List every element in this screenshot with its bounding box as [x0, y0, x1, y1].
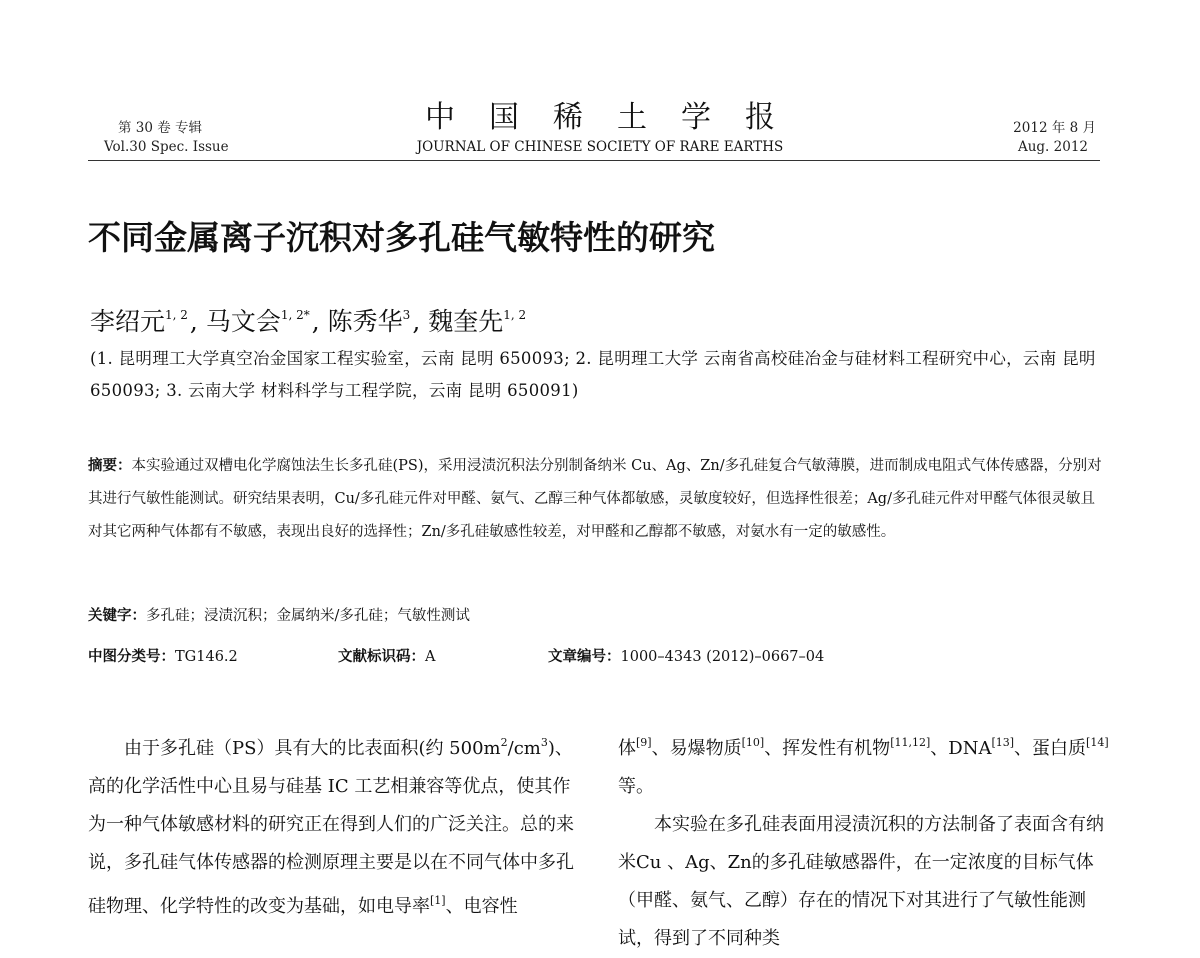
author-affiliation-mark: 1, 2 [503, 308, 527, 322]
citation-ref: [13] [991, 736, 1015, 749]
body-text: 、电容性 [445, 896, 518, 917]
article-title: 不同金属离子沉积对多孔硅气敏特性的研究 [88, 218, 715, 257]
keywords-text: 多孔硅；浸渍沉积；金属纳米/多孔硅；气敏性测试 [146, 608, 470, 624]
body-text: 、易爆物质 [651, 738, 742, 759]
body-text: 由于多孔硅（PS）具有大的比表面积(约 500m [124, 738, 501, 759]
superscript: 3 [540, 736, 548, 749]
body-text: 、蛋白质 [1014, 738, 1087, 759]
citation-ref: [10] [741, 736, 765, 749]
author-name: 马文会 [205, 307, 281, 336]
author-separator: , [412, 307, 421, 336]
clc-label: 中图分类号： [88, 649, 175, 665]
article-number [548, 645, 824, 666]
abstract-text: 本实验通过双槽电化学腐蚀法生长多孔硅(PS)，采用浸渍沉积法分别制备纳米 Cu、Ag、Zn/多孔硅复合气敏薄膜，进而制成电阻式气体传感器，分别对其进行气敏性能测试。研究结果表明，Cu/多孔硅元件对甲醛、氨气、乙醇三种气体都敏感，灵敏度较好，但选择性很差；Ag/多孔硅元件对甲醛气体很灵敏且对其它两种气体都有不敏感，表现出良好的选择性；Zn/多孔硅敏感性较差，对甲醛和乙醇都不敏感，对氨水有一定的敏感性。 [88, 458, 1102, 540]
body-paragraph [88, 724, 582, 926]
clc-number [88, 645, 238, 666]
doc-code-label: 文献标识码： [338, 649, 425, 665]
volume-en: Vol.30 Spec. Issue [104, 139, 229, 155]
body-text: )、高的化学活性中心且易与硅基 IC 工艺相兼容等优点，使其作为一种气体敏感材料的研究正在得到人们的广泛关注。总的来说，多孔硅气体传感器的检测原理主要是以在不同气体中多孔硅物理、化学特性的改变为基础，如电导率 [88, 738, 574, 917]
header-rule [88, 160, 1100, 161]
doc-code-value: A [425, 649, 436, 665]
body-column-left [88, 724, 582, 926]
author-name: 魏奎先 [428, 307, 504, 336]
author-separator: , [311, 307, 320, 336]
body-paragraph: 本实验在多孔硅表面用浸渍沉积的方法制备了表面含有纳米Cu 、Ag、Zn的多孔硅敏感器件，在一定浓度的目标气体（甲醛、氨气、乙醇）存在的情况下对其进行了气敏性能测试，得到了不同种类 [618, 814, 1104, 949]
author-affiliation-mark: 3 [402, 308, 411, 322]
volume-cn: 第 30 卷 专辑 [118, 120, 203, 136]
body-text: 等。 [618, 776, 654, 797]
superscript: 2 [500, 736, 508, 749]
author-name: 李绍元 [90, 307, 166, 336]
issue-date-cn: 2012 年 8 月 [1013, 120, 1096, 136]
abstract [88, 450, 1108, 549]
author-affiliation-mark: 1, 2 [165, 308, 188, 322]
author-name: 陈秀华 [327, 307, 403, 336]
journal-title-en: JOURNAL OF CHINESE SOCIETY OF RARE EARTHS [416, 139, 784, 155]
journal-title-cn: 中国稀土学报 [425, 100, 809, 135]
body-column-right [618, 724, 1112, 958]
author-list [90, 302, 528, 338]
author-affiliation-mark: 1, 2* [280, 308, 310, 322]
citation-ref: [1] [430, 894, 446, 907]
body-paragraph [618, 724, 1112, 806]
body-text: 体 [618, 738, 636, 759]
citation-ref: [11,12] [890, 736, 931, 749]
article-no-value: 1000–4343 (2012)–0667–04 [620, 649, 825, 665]
keywords [88, 604, 470, 625]
body-text: 、DNA [930, 738, 992, 759]
affiliations: (1. 昆明理工大学真空冶金国家工程实验室，云南 昆明 650093; 2. 昆明理工大学 云南省高校硅冶金与硅材料工程研究中心，云南 昆明 650093; 3. 云南大学 材料科学与工程学院，云南 昆明 650091) [90, 349, 1096, 400]
document-code [338, 645, 435, 666]
author-separator: , [189, 307, 198, 336]
body-text: /cm [507, 738, 541, 759]
abstract-label: 摘要： [88, 458, 132, 474]
citation-ref: [9] [636, 736, 652, 749]
issue-date-en: Aug. 2012 [1017, 139, 1088, 155]
article-no-label: 文章编号： [548, 649, 621, 665]
citation-ref: [14] [1086, 736, 1109, 749]
keywords-label: 关键字： [88, 608, 146, 624]
clc-value: TG146.2 [175, 649, 238, 665]
body-text: 、挥发性有机物 [764, 738, 891, 759]
